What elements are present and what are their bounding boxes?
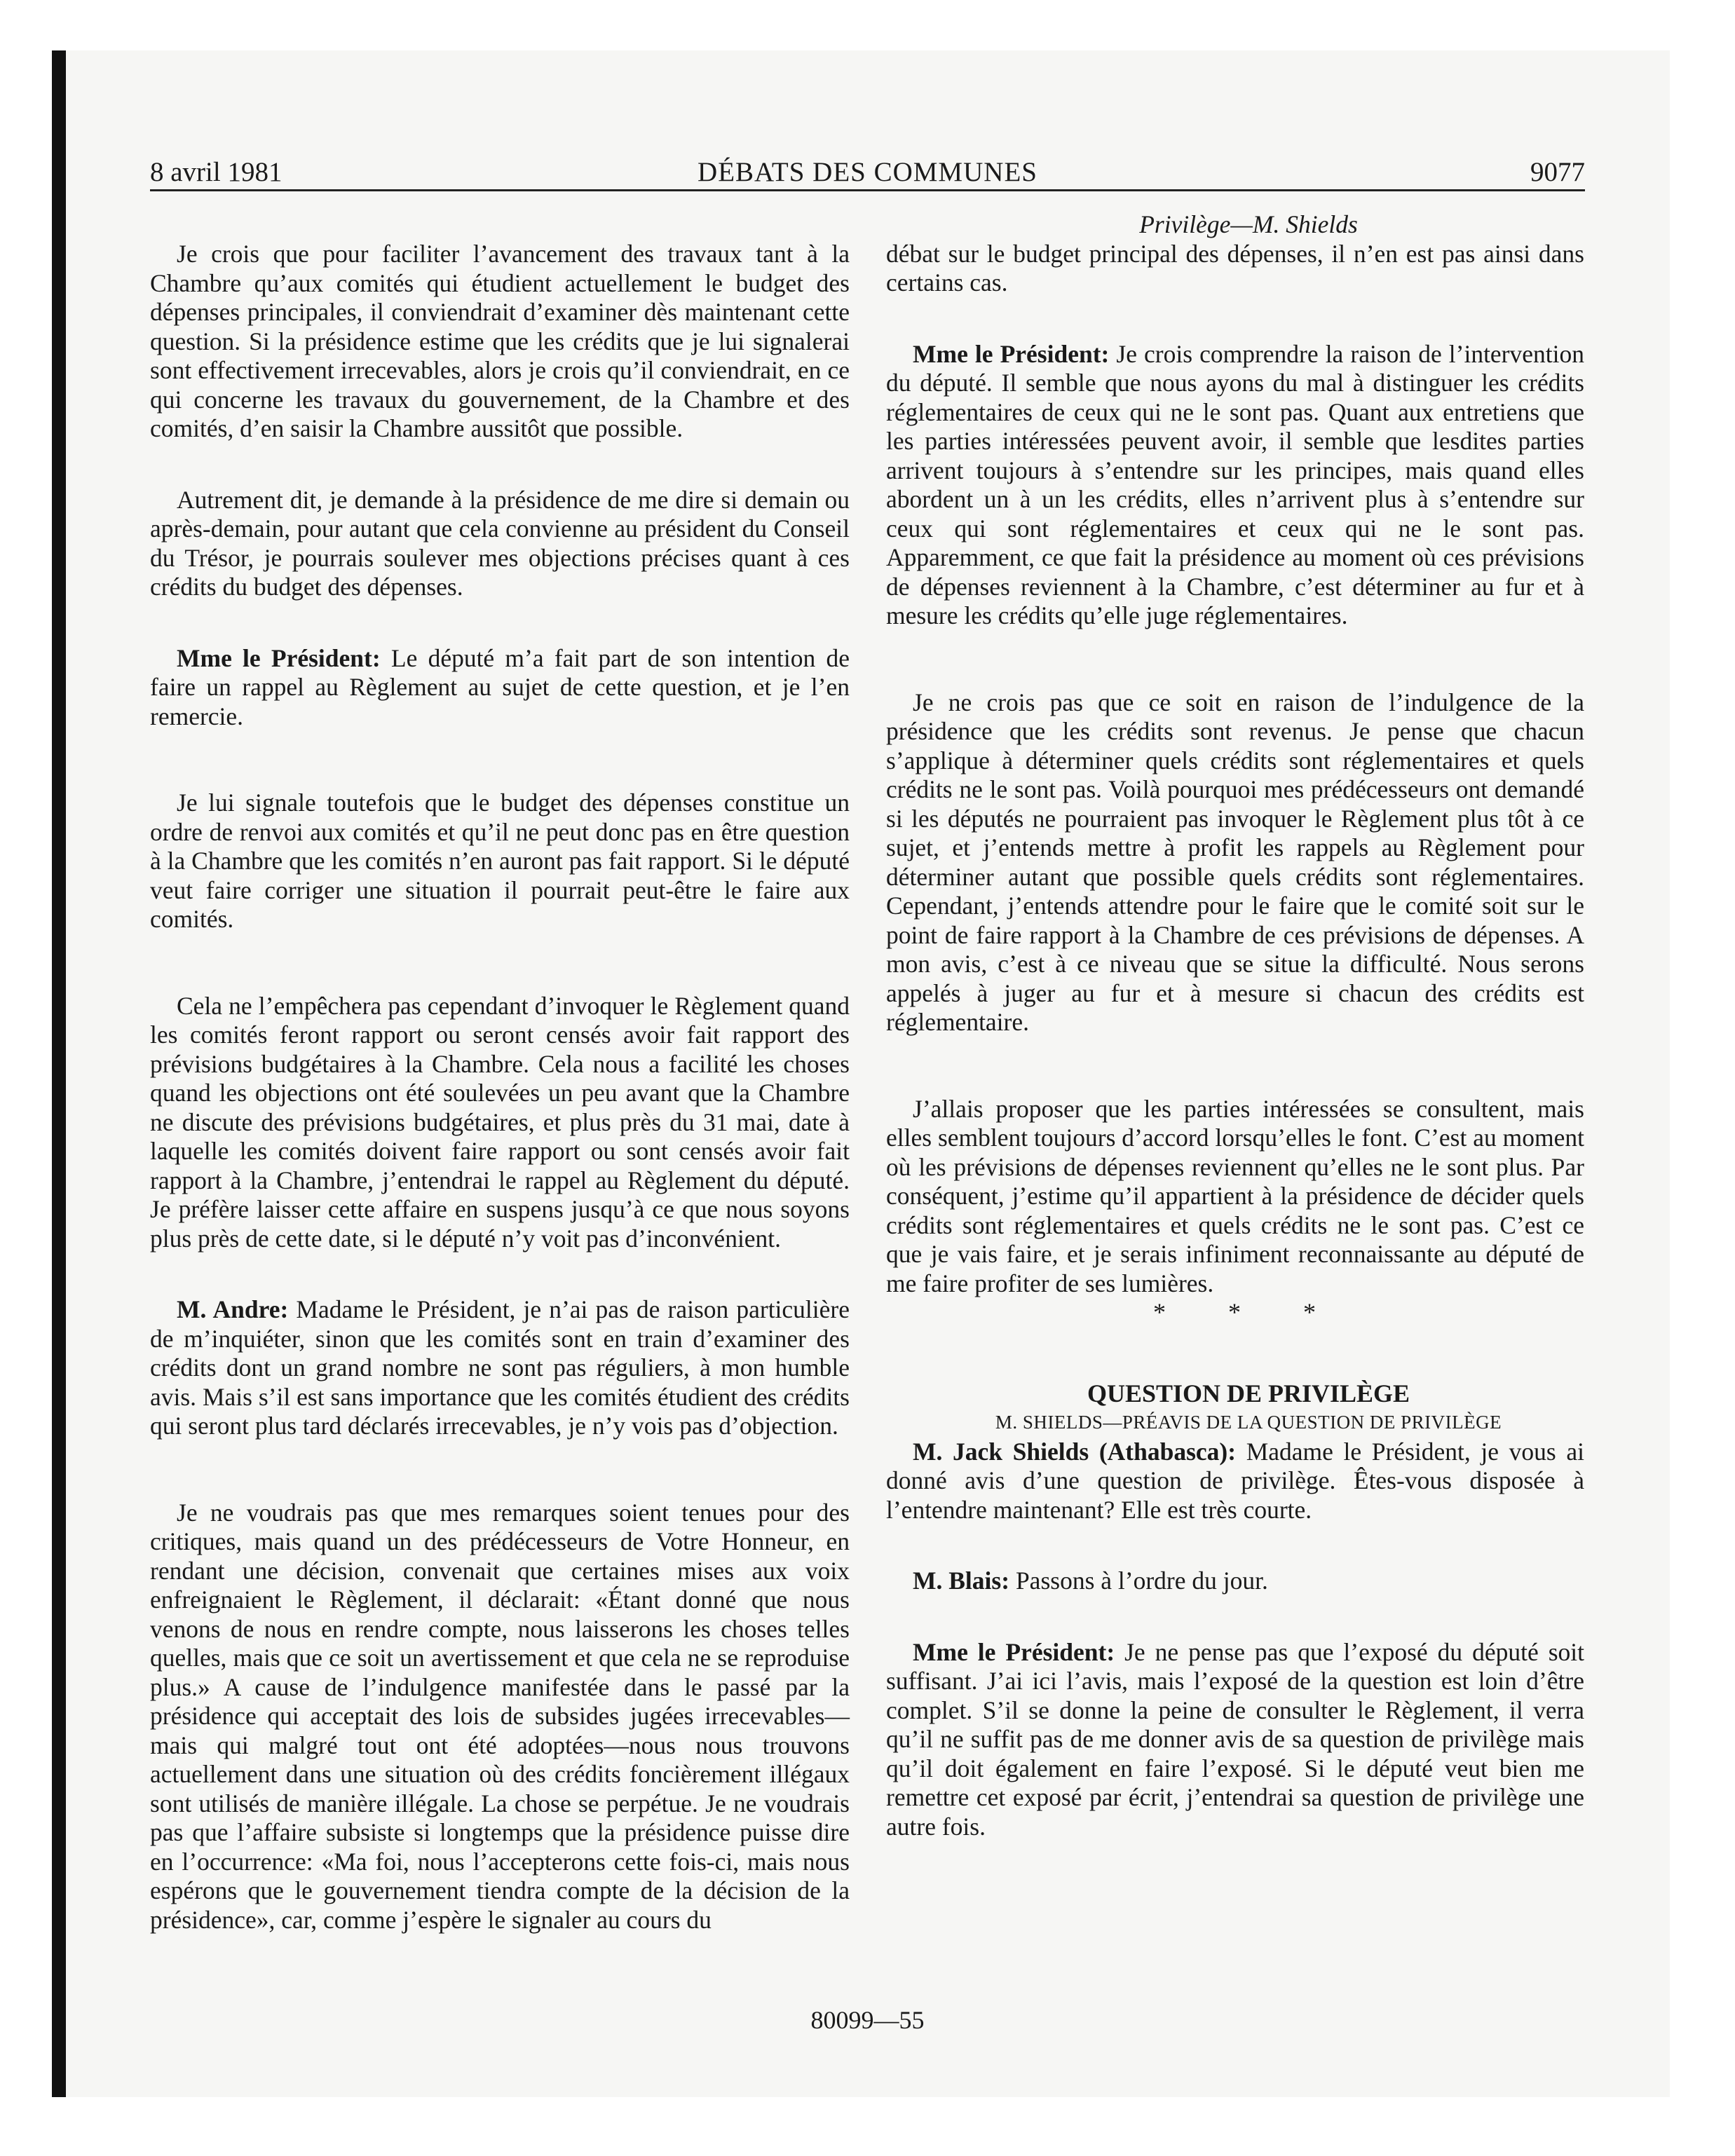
paragraph: Je ne voudrais pas que mes remarques soient tenues pour des critiques, mais quand un des prédécesseurs de Votre Honneur, en rendant une décision, convenait que certaines mises aux voix enfreignaient le Règlement, il déclarait: «Étant donné que nous venons de nous en rendre compte, nous laisserons les choses telles quelles, mais que ce soit un avertissement et que cela ne se reproduise plus.» A cause de l’indulgence manifestée dans le passé par la présidence qui acceptait des lois de subsides jugées irrecevables—mais qui malgré tout ont été adoptées—nous nous trouvons actuellement dans une situation où des crédits foncièrement illégaux sont utilisés de manière illégale. La chose se perpétue. Je ne voudrais pas que l’affaire subsiste si longtemps que la présidence puisse dire en l’occurrence: «Ma foi, nous l’accepterons cette fois-ci, mais nous espérons que le gouvernement tiendra compte de la décision de la présidence», car, comme j’espère le signaler au cours du bbox=[150, 1498, 850, 1934]
header-date: 8 avril 1981 bbox=[150, 157, 283, 187]
speaker-name: M. Jack Shields (Athabasca): bbox=[913, 1437, 1237, 1466]
speech-paragraph bbox=[886, 340, 1584, 631]
speech-text: Passons à l’ordre du jour. bbox=[1009, 1567, 1268, 1595]
speech-paragraph bbox=[150, 1295, 850, 1441]
speech-text: Madame le Président, je n’ai pas de raison particulière de m’inquiéter, sinon que les comités sont en train d’examiner des crédits dont un grand nombre ne sont pas réguliers, à mon humble avis. Mais s’il est sans importance que les comités étudient des crédits qui seront plus tard déclarés irrecevables, je n’y vois pas d’objection. bbox=[150, 1295, 850, 1440]
page-footer-code: 80099—55 bbox=[810, 2006, 925, 2034]
speech-paragraph bbox=[886, 1438, 1584, 1525]
speech-text: Je crois comprendre la raison de l’intervention du député. Il semble que nous ayons du mal à distinguer les crédits réglementaires de ceux qui ne le sont pas. Quant aux entretiens que les parties intéressées peuvent avoir, il semble que lesdites parties arrivent toujours à s’entendre sur les principes, mais quand elles abordent un à un les crédits, elles n’arrivent plus à s’entendre sur ceux qui sont réglementaires et ceux qui ne le sont pas. Apparemment, ce que fait la présidence au moment où ces prévisions de dépenses reviennent à la Chambre, c’est déterminer au fur et à mesure les crédits qu’elle juge réglementaires. bbox=[886, 339, 1584, 629]
left-column bbox=[150, 240, 850, 1935]
speech-text: Je ne pense pas que l’exposé du député soit suffisant. J’ai ici l’avis, mais l’exposé de la question est loin d’être complet. S’il se donne la peine de consulter le Règlement, il verra qu’il ne suffit pas de me donner avis de sa question de privilège mais qu’il doit également en faire l’exposé. Si le député veut bien me remettre cet exposé par écrit, j’entendrai sa question de privilège une autre fois. bbox=[886, 1637, 1585, 1841]
speaker-name: M. Andre: bbox=[177, 1295, 289, 1323]
paragraph: Je crois que pour faciliter l’avancement des travaux tant à la Chambre qu’aux comités qui étudient actuellement le budget des dépenses principales, il conviendrait d’examiner dès maintenant cette question. Si la présidence estime que les crédits que je lui signalerai sont effectivement irrecevables, alors je crois qu’il conviendrait, en ce qui concerne les travaux du gouvernement, de la Chambre et des comités, d’en saisir la Chambre aussitôt que possible. bbox=[150, 240, 850, 442]
speech-paragraph bbox=[150, 644, 850, 732]
section-subtitle: M. SHIELDS—PRÉAVIS DE LA QUESTION DE PRIVILÈGE bbox=[995, 1412, 1502, 1433]
header-page-number: 9077 bbox=[1530, 157, 1585, 187]
speech-text: Madame le Président, je vous ai donné avis d’une question de privilège. Êtes-vous disposée à l’entendre maintenant? Elle est très courte. bbox=[886, 1437, 1584, 1524]
speech-paragraph bbox=[886, 1567, 1584, 1596]
speaker-name: Mme le Président: bbox=[913, 339, 1110, 368]
header-publication: DÉBATS DES COMMUNES bbox=[698, 157, 1037, 187]
paragraph: Je lui signale toutefois que le budget des dépenses constitue un ordre de renvoi aux comités et qu’il ne peut donc pas en être question à la Chambre que les comités n’en auront pas fait rapport. Si le député veut faire corriger une situation il pourrait peut-être le faire aux comités. bbox=[150, 789, 850, 933]
paragraph: débat sur le budget principal des dépenses, il n’en est pas ainsi dans certains cas. bbox=[886, 239, 1584, 296]
speaker-name: Mme le Président: bbox=[913, 1637, 1115, 1666]
paragraph: J’allais proposer que les parties intéressées se consultent, mais elles semblent toujours d’accord lorsqu’elles le font. C’est au moment où les prévisions de dépenses reviennent qu’elles ne le sont plus. Par conséquent, j’estime qu’il appartient à la présidence de décider quels crédits sont réglementaires et quels crédits ne le sont pas. C’est ce que je vais faire, et je serais infiniment reconnaissante au député de me faire profiter de ses lumières. bbox=[886, 1094, 1584, 1297]
speech-text: Le député m’a fait part de son intention de faire un rappel au Règlement au sujet de cette question, et je l’en remercie. bbox=[150, 643, 850, 730]
paragraph: Cela ne l’empêchera pas cependant d’invoquer le Règlement quand les comités feront rapport ou seront censés avoir fait rapport des prévisions budgétaires à la Chambre. Cela nous a facilité les choses quand les objections ont été soulevées un peu avant que la Chambre ne discute des prévisions budgétaires, et plus près du 31 mai, date à laquelle les comités doivent faire rapport ou sont censés avoir fait rapport à la Chambre, j’entendrai le rappel au Règlement du député. Je préfère laisser cette affaire en suspens jusqu’à ce que nous soyons plus près de cette date, si le député n’y voit pas d’inconvénient. bbox=[150, 991, 850, 1253]
right-column bbox=[886, 210, 1584, 1841]
scan-edge-bar bbox=[52, 50, 66, 2097]
paragraph: Autrement dit, je demande à la présidence de me dire si demain ou après-demain, pour autant que cela convienne au président du Conseil du Trésor, je pourrais soulever mes objections précises quant à ces crédits du budget des dépenses. bbox=[150, 485, 850, 601]
section-separator: * * * bbox=[1153, 1298, 1344, 1326]
page-header bbox=[150, 156, 1585, 191]
speaker-name: M. Blais: bbox=[913, 1567, 1010, 1595]
section-title: QUESTION DE PRIVILÈGE bbox=[1087, 1379, 1410, 1407]
speech-paragraph bbox=[886, 1638, 1584, 1842]
paragraph: Je ne crois pas que ce soit en raison de l’indulgence de la présidence que les crédits sont revenus. Je pense que chacun s’applique à déterminer quels crédits sont réglementaires et quels crédits ne le sont pas. Voilà pourquoi mes prédécesseurs ont demandé si les députés ne pourraient pas invoquer le Règlement plus tôt à ce sujet, et j’entends mettre à profit les rappels au Règlement pour déterminer autant que possible quels crédits sont réglementaires. Cependant, j’entends attendre pour le faire que le comité soit sur le point de faire rapport à la Chambre de ces prévisions de dépenses. A mon avis, c’est à ce niveau que se situe la difficulté. Nous serons appelés à juger au fur et à mesure si chacun des crédits est réglementaire. bbox=[886, 688, 1584, 1036]
speaker-name: Mme le Président: bbox=[177, 643, 381, 672]
running-head: Privilège—M. Shields bbox=[1139, 210, 1358, 238]
